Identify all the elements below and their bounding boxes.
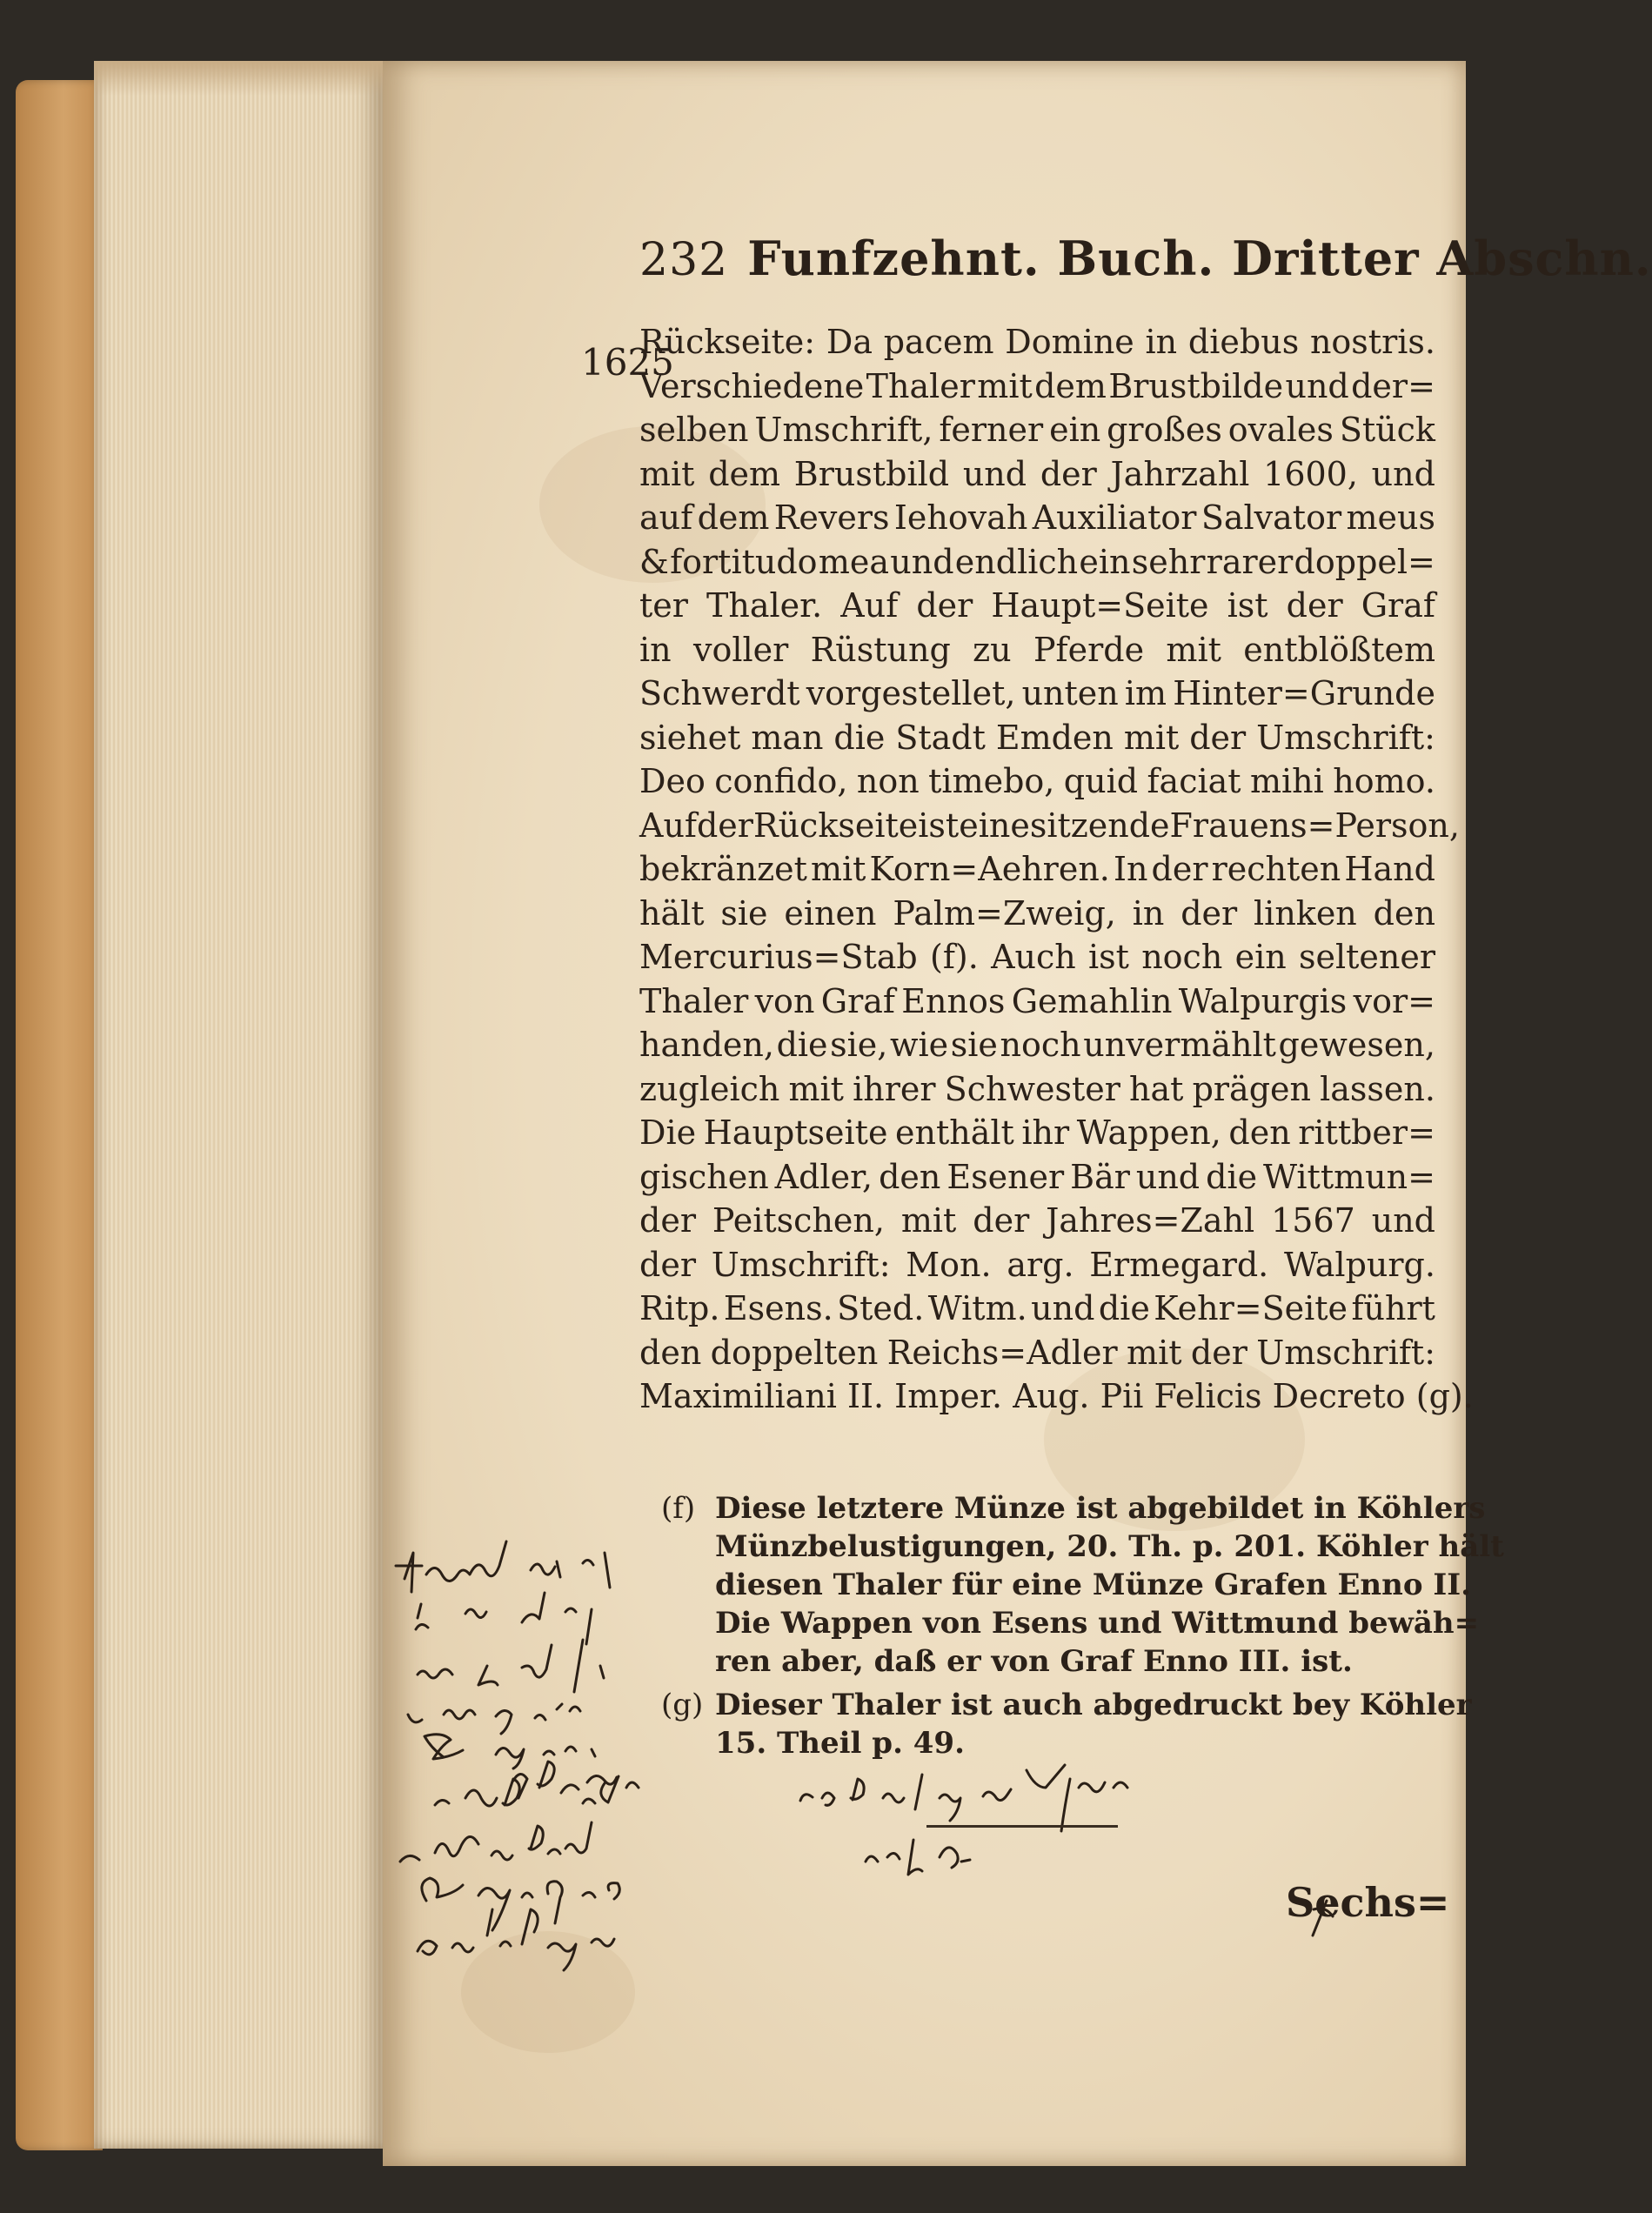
- footnote-text: diesen Thaler für eine Münze Grafen Enno II.: [715, 1568, 1471, 1602]
- page-block-edges: [94, 61, 385, 2149]
- footnote-text: Diese letztere Münze ist abgebildet in Köhlers: [715, 1491, 1486, 1526]
- text-line: Die Hauptseite enthält ihr Wappen, den rittber=: [639, 1113, 1435, 1152]
- handwritten-annotation: [383, 1527, 1340, 2014]
- text-line: bekränzet mit Korn=Aehren. In der rechten Hand: [639, 850, 1435, 888]
- text-line: siehet man die Stadt Emden mit der Umschrift:: [639, 718, 1435, 757]
- text-line: Thaler von Graf Ennos Gemahlin Walpurgis vor=: [639, 981, 1435, 1020]
- text-line: gischen Adler, den Esener Bär und die Wittmun=: [639, 1157, 1435, 1196]
- text-line: ter Thaler. Auf der Haupt=Seite ist der Graf: [639, 586, 1435, 625]
- page-number: 232: [639, 234, 729, 286]
- text-line: zugleich mit ihrer Schwester hat prägen lassen.: [639, 1069, 1435, 1108]
- footnote-label: (g): [661, 1688, 704, 1722]
- text-line: Rückseite: Da pacem Domine in diebus nostris.: [639, 323, 1435, 361]
- main-text: [639, 320, 1474, 1419]
- footnote-text: 15. Theil p. 49.: [715, 1726, 965, 1761]
- text-line: Mercurius=Stab (f). Auch ist noch ein seltener: [639, 938, 1435, 976]
- footnote-text: Die Wappen von Esens und Wittmund bewäh=: [715, 1606, 1480, 1641]
- text-line: der Umschrift: Mon. arg. Ermegard. Walpurg.: [639, 1245, 1435, 1284]
- margin-year: 1625: [581, 341, 674, 384]
- text-line: Schwerdt vorgestellet, unten im Hinter=Grunde: [639, 674, 1435, 712]
- page-block-shadow: [94, 61, 385, 96]
- text-line: der Peitschen, mit der Jahres=Zahl 1567 und: [639, 1201, 1435, 1240]
- text-line: den doppelten Reichs=Adler mit der Umschrift:: [639, 1333, 1435, 1372]
- text-line: Maximiliani II. Imper. Aug. Pii Felicis Decreto (g).: [639, 1377, 1474, 1415]
- running-title: Funfzehnt. Buch. Dritter Abschn.: [747, 231, 1652, 286]
- footnote-line: [661, 1489, 1486, 1528]
- text-line: Verschiedene Thaler mit dem Brustbilde und der=: [639, 366, 1435, 405]
- running-header: [639, 231, 1652, 286]
- footnote-text: ren aber, daß er von Graf Enno III. ist.: [715, 1644, 1353, 1679]
- footnote-label: (f): [661, 1491, 696, 1526]
- text-line: Auf der Rückseite ist eine sitzende Frauens=Person,: [639, 806, 1460, 845]
- footnote-text: Münzbelustigungen, 20. Th. p. 201. Köhler hält: [715, 1529, 1504, 1564]
- text-line: auf dem Revers Iehovah Auxiliator Salvator meus: [639, 498, 1435, 537]
- text-line: mit dem Brustbild und der Jahrzahl 1600, und: [639, 454, 1435, 493]
- text-line: hält sie einen Palm=Zweig, in der linken den: [639, 893, 1435, 933]
- text-line: & fortitudo mea und endlich ein sehr rarer doppel=: [639, 542, 1435, 581]
- text-line: in voller Rüstung zu Pferde mit entblößtem: [639, 630, 1435, 669]
- footnote-text: Dieser Thaler ist auch abgedruckt bey Köhler: [715, 1688, 1472, 1722]
- footer-rule: [926, 1825, 1118, 1828]
- catchword: Sechs=: [1286, 1879, 1450, 1926]
- book-cover-edge: [16, 80, 103, 2150]
- text-line: selben Umschrift, ferner ein großes ovales Stück: [639, 411, 1435, 449]
- text-line: Ritp. Esens. Sted. Witm. und die Kehr=Seite führt: [639, 1289, 1435, 1327]
- text-line: Deo confido, non timebo, quid faciat mihi homo.: [639, 762, 1435, 800]
- text-line: handen, die sie, wie sie noch unvermählt gewesen,: [639, 1026, 1435, 1064]
